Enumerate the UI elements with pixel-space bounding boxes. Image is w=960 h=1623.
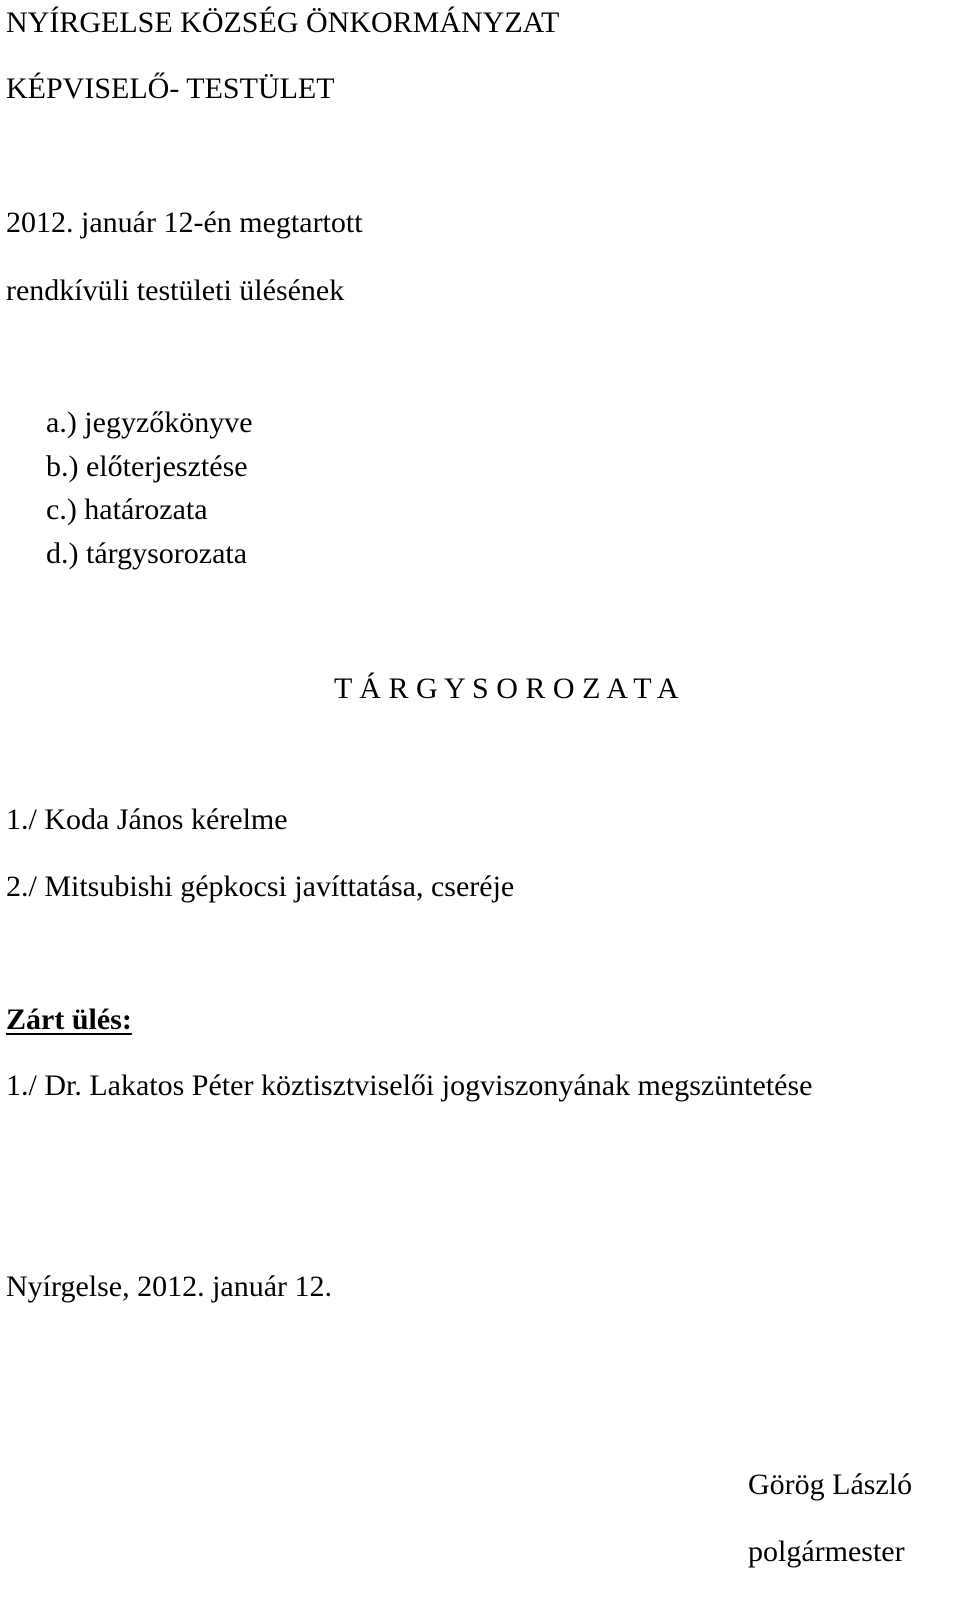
org-name: NYÍRGELSE KÖZSÉG ÖNKORMÁNYZAT: [6, 6, 560, 39]
signatory-title: polgármester: [748, 1535, 905, 1568]
meeting-date-line: 2012. január 12-én megtartott: [6, 206, 363, 239]
contents-item-proposals: b.) előterjesztése: [46, 450, 248, 483]
agenda-item-2: 2./ Mitsubishi gépkocsi javíttatása, cseréje: [6, 870, 515, 903]
org-body: KÉPVISELŐ- TESTÜLET: [6, 72, 335, 105]
contents-item-resolutions: c.) határozata: [46, 493, 208, 526]
contents-item-agenda: d.) tárgysorozata: [46, 537, 248, 570]
closed-session-heading: Zárt ülés:: [6, 1003, 132, 1036]
agenda-title: T Á R G Y S O R O Z A T A: [334, 672, 679, 705]
contents-item-minutes: a.) jegyzőkönyve: [46, 406, 253, 439]
signatory-name: Görög László: [748, 1468, 913, 1501]
meeting-type-line: rendkívüli testületi ülésének: [6, 274, 345, 307]
closed-session-item-1: 1./ Dr. Lakatos Péter köztisztviselői jogviszonyának megszüntetése: [6, 1069, 813, 1102]
place-and-date: Nyírgelse, 2012. január 12.: [6, 1270, 333, 1303]
agenda-item-1: 1./ Koda János kérelme: [6, 803, 288, 836]
